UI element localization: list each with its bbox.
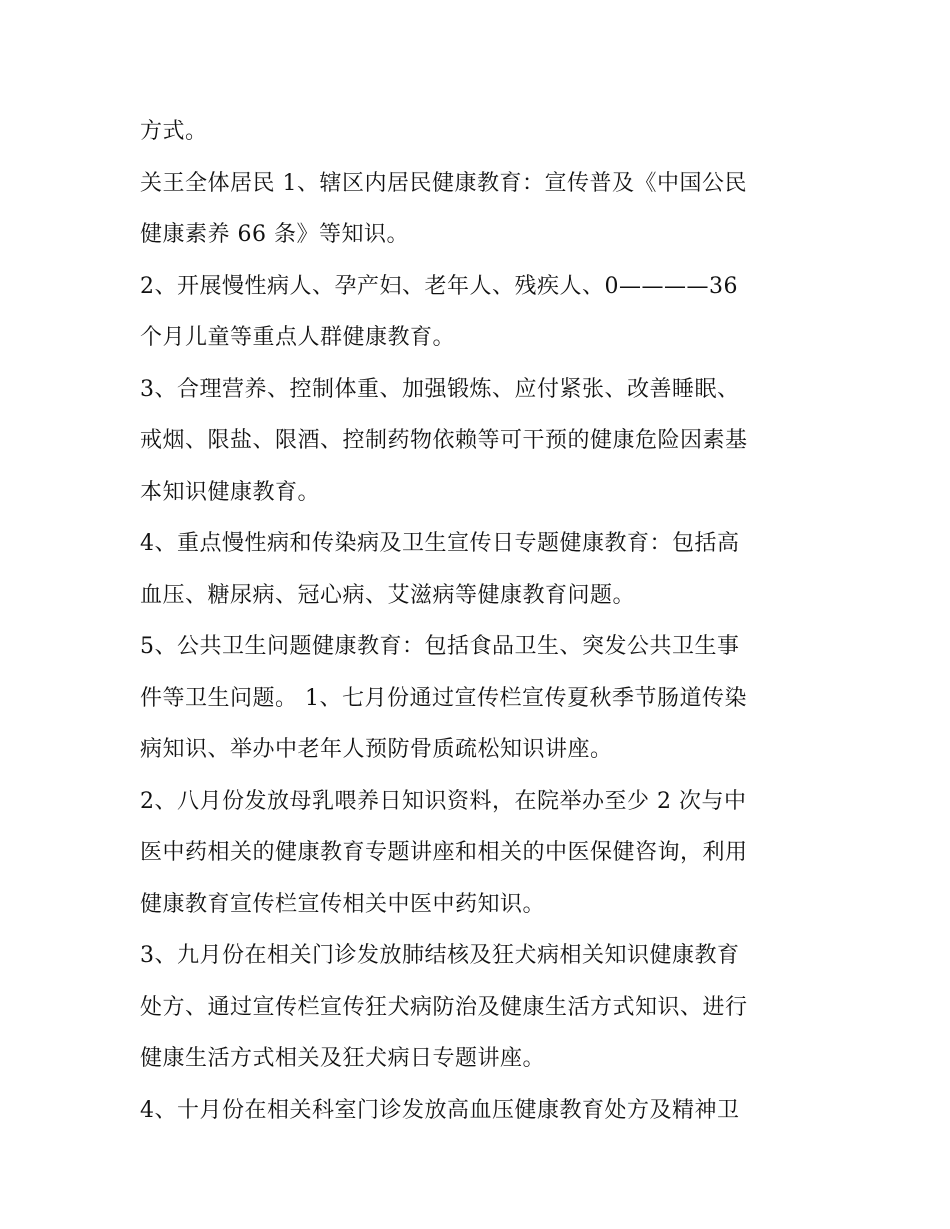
text-line: 2、开展慢性病人、孕产妇、老年人、残疾人、0————36 bbox=[140, 273, 738, 299]
text-line: 2、八月份发放母乳喂养日知识资料，在院举办至少 2 次与中 bbox=[140, 788, 747, 814]
text-line: 5、公共卫生问题健康教育：包括食品卫生、突发公共卫生事 bbox=[140, 634, 740, 659]
text-line: 4、十月份在相关科室门诊发放高血压健康教育处方及精神卫 bbox=[140, 1097, 740, 1123]
document-body bbox=[140, 106, 830, 1136]
text-line: 4、重点慢性病和传染病及卫生宣传日专题健康教育：包括高 bbox=[140, 531, 740, 556]
text-line: 本知识健康教育。 bbox=[140, 479, 321, 505]
text-line: 健康教育宣传栏宣传相关中医中药知识。 bbox=[140, 891, 546, 917]
text-line: 件等卫生问题。 1、七月份通过宣传栏宣传夏秋季节肠道传染 bbox=[140, 685, 747, 711]
text-line: 3、合理营养、控制体重、加强锻炼、应付紧张、改善睡眠、 bbox=[140, 376, 740, 402]
text-line: 戒烟、限盐、限酒、控制药物依赖等可干预的健康危险因素基 bbox=[140, 428, 748, 453]
text-line: 个月儿童等重点人群健康教育。 bbox=[140, 325, 456, 350]
text-line: 血压、糖尿病、冠心病、艾滋病等健康教育问题。 bbox=[140, 582, 636, 608]
text-line: 健康素养 66 条》等知识。 bbox=[140, 222, 409, 247]
text-line: 病知识、举办中老年人预防骨质疏松知识讲座。 bbox=[140, 737, 613, 762]
text-line: 关王全体居民 1、辖区内居民健康教育：宣传普及《中国公民 bbox=[140, 170, 747, 196]
text-line: 健康生活方式相关及狂犬病日专题讲座。 bbox=[140, 1046, 546, 1071]
text-line: 医中药相关的健康教育专题讲座和相关的中医保健咨询，利用 bbox=[140, 840, 748, 865]
text-line: 3、九月份在相关门诊发放肺结核及狂犬病相关知识健康教育 bbox=[140, 943, 740, 968]
text-line: 方式。 bbox=[140, 119, 208, 144]
text-line: 处方、通过宣传栏宣传狂犬病防治及健康生活方式知识、进行 bbox=[140, 994, 748, 1020]
